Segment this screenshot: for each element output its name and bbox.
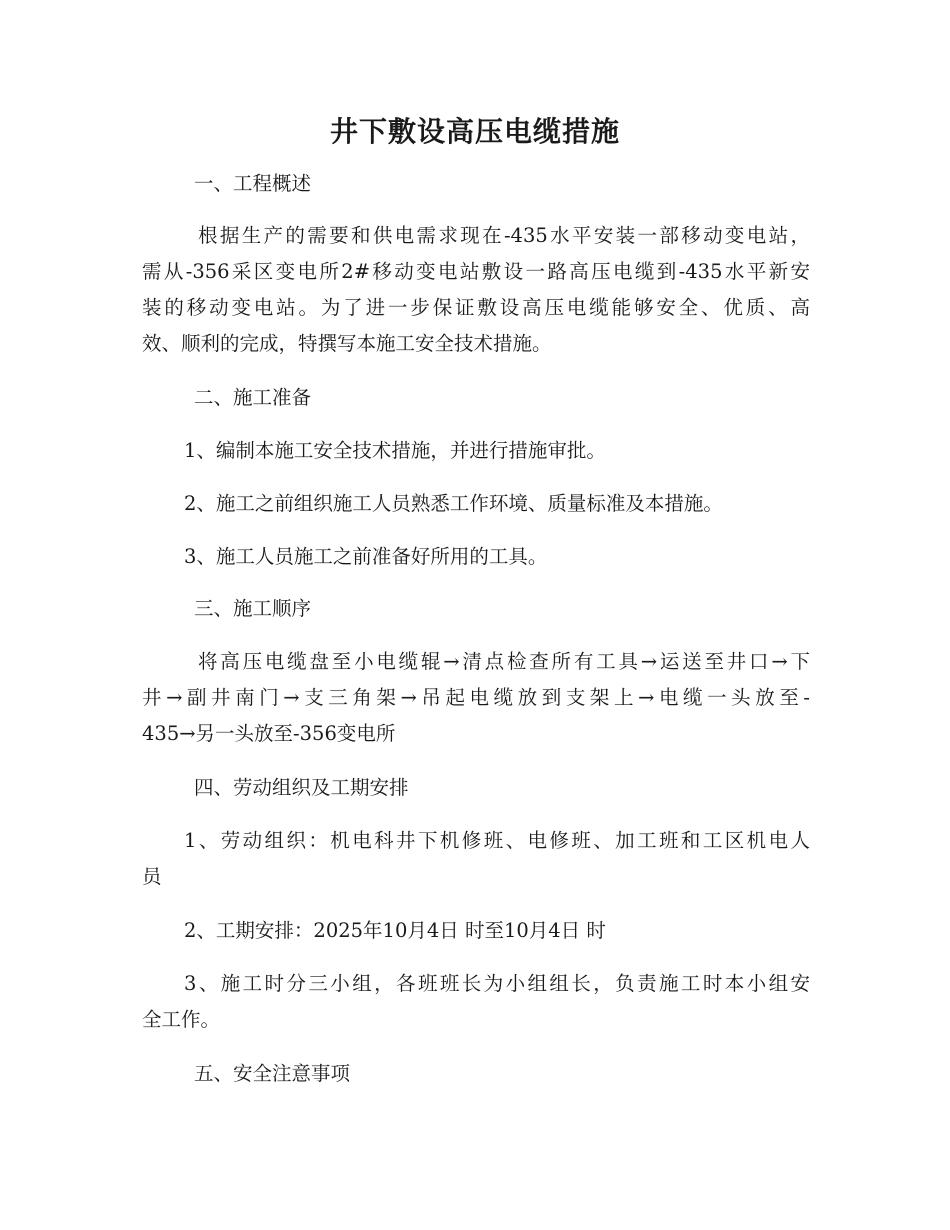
paragraph-line: 全工作。 bbox=[142, 1008, 221, 1031]
list-item-groups bbox=[142, 966, 810, 1038]
section-heading-preparation: 二、施工准备 bbox=[194, 386, 312, 409]
paragraph-sequence bbox=[142, 644, 810, 752]
paragraph-line: 根据生产的需要和供电需求现在-435水平安装一部移动变电站， bbox=[198, 224, 810, 247]
paragraph-line: 1、劳动组织：机电科井下机修班、电修班、加工班和工区机电人 bbox=[184, 829, 810, 852]
section-heading-sequence: 三、施工顺序 bbox=[194, 597, 312, 620]
list-item-schedule: 2、工期安排：2025年10月4日 时至10月4日 时 bbox=[184, 919, 606, 942]
list-item: 1、编制本施工安全技术措施，并进行措施审批。 bbox=[184, 439, 606, 462]
paragraph-overview bbox=[142, 218, 810, 362]
paragraph-line: 效、顺利的完成，特撰写本施工安全技术措施。 bbox=[142, 332, 552, 355]
paragraph-line: 井→副井南门→支三角架→吊起电缆放到支架上→电缆一头放至- bbox=[142, 686, 810, 709]
list-item: 2、施工之前组织施工人员熟悉工作环境、质量标准及本措施。 bbox=[184, 492, 723, 515]
paragraph-line: 将高压电缆盘至小电缆辊→清点检查所有工具→运送至井口→下 bbox=[198, 650, 810, 673]
paragraph-line: 3、施工时分三小组，各班班长为小组组长，负责施工时本小组安 bbox=[184, 972, 810, 995]
paragraph-line: 装的移动变电站。为了进一步保证敷设高压电缆能够安全、优质、高 bbox=[142, 296, 810, 319]
paragraph-line: 员 bbox=[142, 865, 162, 888]
document-title: 井下敷设高压电缆措施 bbox=[329, 115, 620, 148]
list-item-labor bbox=[142, 823, 810, 895]
list-item: 3、施工人员施工之前准备好所用的工具。 bbox=[184, 545, 548, 568]
section-heading-labor: 四、劳动组织及工期安排 bbox=[194, 776, 409, 799]
paragraph-line: 需从-356采区变电所2#移动变电站敷设一路高压电缆到-435水平新安 bbox=[142, 260, 810, 283]
section-heading-overview: 一、工程概述 bbox=[194, 172, 312, 195]
paragraph-line: 435→另一头放至-356变电所 bbox=[142, 722, 396, 745]
section-heading-safety: 五、安全注意事项 bbox=[194, 1062, 351, 1085]
